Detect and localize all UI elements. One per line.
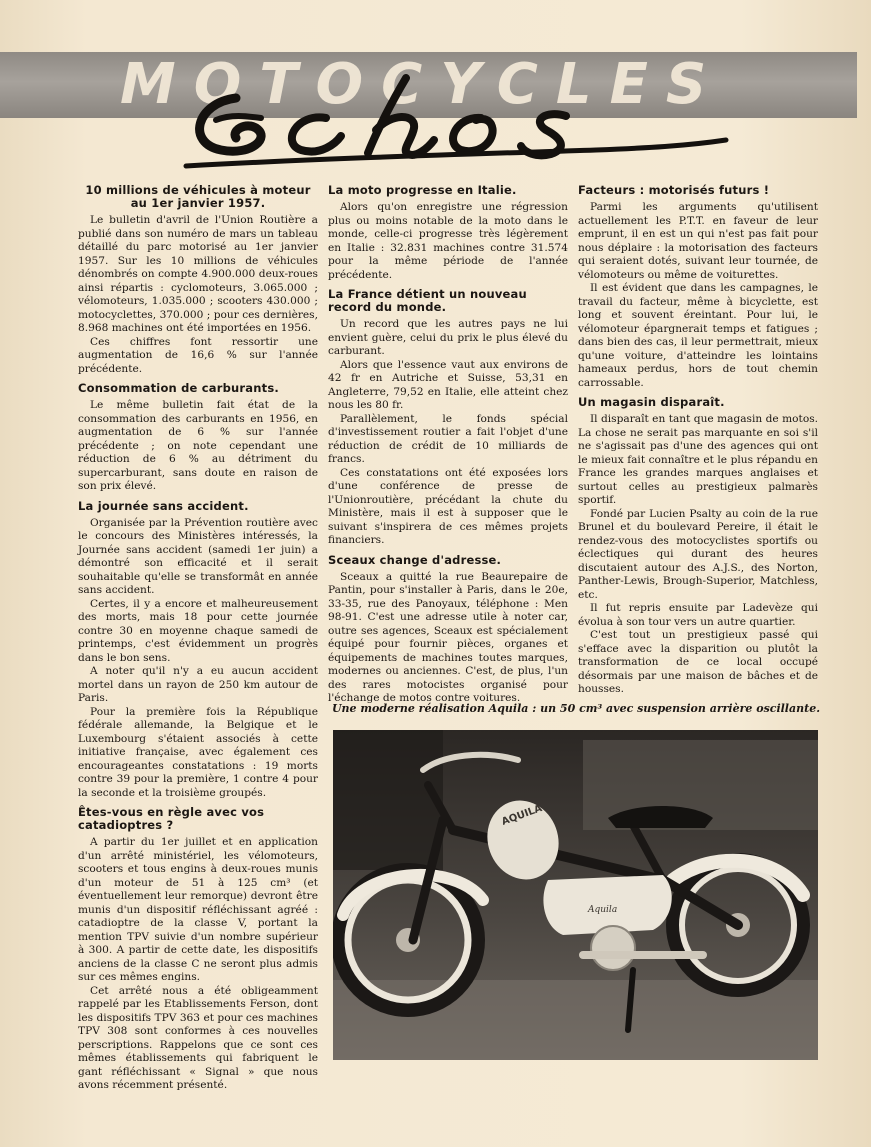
column-2 — [328, 178, 568, 706]
article-paragraph: Le bulletin d'avril de l'Union Routière a publié dans son numéro de mars un tableau détaillé du parc motorisé au 1er janvier 1957. Sur les 10 millions de véhicules dénombrés on compte 4.900.000 deux-roues ainsi répartis : cyclomoteurs, 3.065.000 ; vélomoteurs, 1.035.000 ; scooters 430.000 ; motocyclettes, 370.000 ; pour ces dernières, 8.968 machines ont été importées en 1956. — [78, 214, 318, 334]
article-paragraph: Un record que les autres pays ne lui envient guère, celui du prix le plus élevé du carburant. — [328, 318, 568, 357]
article-paragraph: Parallèlement, le fonds spécial d'investissement routier a fait l'objet d'une réduction de crédit de 10 milliards de francs. — [328, 412, 568, 465]
column-3 — [578, 178, 818, 697]
article-title: Sceaux change d'adresse. — [328, 552, 502, 567]
masthead-script-title — [176, 58, 736, 178]
article-paragraph: Sceaux a quitté la rue Beaurepaire de Pantin, pour s'installer à Paris, dans le 20e, 33-35, rue des Panoyaux, téléphone : Men 98-91. C'est une adresse utile à noter car, outre ses agences, Sceaux est spécialement équipé pour fournir pièces, organes et équipements de machines toutes marques, modernes ou anciennes. C'est, de plus, l'un des rares motocistes organisé pour l'échange de motos contre voitures. — [328, 570, 568, 704]
tank-brand-text: AQUILA — [500, 803, 544, 828]
article-paragraph: Il est évident que dans les campagnes, le travail du facteur, même à bicyclette, est long et souvent éreintant. Pour lui, le vélomoteur épargnerait temps et fatigues ; dans bien des cas, il leur permettrait, mieux qu'une voiture, d'atteindre les lointains hameaux perdus, hors de tout chemin carrossable. — [578, 282, 818, 389]
article-paragraph: C'est tout un prestigieux passé qui s'efface avec la disparition ou plutôt la transformation de ce local occupé désormais par une maison de bâches et de housses. — [578, 629, 818, 695]
article-title: 10 millions de véhicules à moteur au 1er janvier 1957. — [85, 183, 311, 210]
article-title: Un magasin disparaît. — [578, 395, 725, 409]
article-paragraph: Pour la première fois la République fédérale allemande, la Belgique et le Luxembourg s'étaient associés à cette initiative française, avec également ces encourageantes constatations : 19 morts contre 39 pour la première, 1 contre 4 pour la seconde et la troisième groupés. — [78, 705, 318, 799]
article-paragraph: A noter qu'il n'y a eu aucun accident mortel dans un rayon de 250 km autour de Paris. — [78, 665, 318, 704]
article-title: Consommation de carburants. — [78, 381, 279, 395]
motorcycle-illustration — [333, 730, 818, 1060]
body-brand-text: Aquila — [588, 905, 618, 915]
article-paragraph: A partir du 1er juillet et en application d'un arrêté ministériel, les vélomoteurs, scooters et tous engins à deux-roues munis d'un moteur de 51 à 125 cm³ (et éventuellement leur remorque) devront être munis d'un dispositif réfléchissant agréé : catadioptre de la classe V, portant la mention TPV suivie d'un nombre supérieur à 300. A partir de cette date, les dispositifs anciens de la classe C ne seront plus admis sur ces mêmes engins. — [78, 836, 318, 983]
article-paragraph: Ces chiffres font ressortir une augmentation de 16,6 % sur l'année précédente. — [78, 335, 318, 375]
article-title: La France détient un nouveau record du monde. — [328, 287, 527, 314]
column-1 — [78, 178, 318, 1093]
article-paragraph: Il disparaît en tant que magasin de motos. La chose ne serait pas marquante en soi s'il ne s'agissait pas d'une des agences qui ont le mieux fait connaître et le plus répandu en France les grandes marques anglaises et surtout celles au prestigieux palmarès sportif. — [578, 413, 818, 506]
article-title: La journée sans accident. — [78, 498, 249, 513]
photo-caption: Une moderne réalisation Aquila : un 50 cm³ avec suspension arrière oscillante. — [331, 702, 821, 715]
article-paragraph: Alors que l'essence vaut aux environs de 42 fr en Autriche et Suisse, 53,31 en Angleterre, 79,52 en Italie, elle atteint chez nous les 80 fr. — [328, 358, 568, 411]
article-paragraph: Certes, il y a encore et malheureusement des morts, mais 18 pour cette journée contre 30 en moyenne chaque samedi de printemps, c'est évidemment un progrès dans le bon sens. — [78, 597, 318, 664]
article-paragraph: Ces constatations ont été exposées lors d'une conférence de presse de l'Unionroutière, précédant la chute du Ministère, mais il est à supposer que le suivant s'inspirera de ces mêmes projets financiers. — [328, 466, 568, 546]
article-title: Êtes-vous en règle avec vos catadioptres ? — [78, 805, 265, 832]
article-paragraph: Organisée par la Prévention routière avec le concours des Ministères intéressés, la Journée sans accident (samedi 1er juin) a démontré son efficacité et il serait souhaitable qu'elle se transformât en année sans accident. — [78, 516, 318, 596]
article-paragraph: Parmi les arguments qu'utilisent actuellement les P.T.T. en faveur de leur emprunt, il en est un qui n'est pas fait pour nous déplaire : la motorisation des facteurs qui seraient dotés, suivant leur tournée, de vélomoteurs ou même de voiturettes. — [578, 201, 818, 281]
article-title: La moto progresse en Italie. — [328, 183, 517, 197]
motorcycle-photo — [333, 730, 818, 1060]
masthead-background-word: MOTOCYCLES — [120, 52, 725, 117]
article-paragraph: Le même bulletin fait état de la consommation des carburants en 1956, en augmentation de 6 % sur l'année précédente ; on note cependant une réduction de 6 % au détriment du supercarburant, sans doute en raison de son prix élevé. — [78, 399, 318, 492]
article-paragraph: Alors qu'on enregistre une régression plus ou moins notable de la moto dans le monde, celle-ci progresse très légèrement en Italie : 32.831 machines contre 31.574 pour la même période de l'année précédente. — [328, 201, 568, 281]
article-title: Facteurs : motorisés futurs ! — [578, 183, 770, 197]
article-paragraph: Cet arrêté nous a été obligeamment rappelé par les Etablissements Ferson, dont les dispositifs TPV 363 et pour ces machines TPV 308 sont conformes à ces nouvelles perscriptions. Rappelons que ce sont ces mêmes établissements qui fabriquent le gant réfléchissant « Signal » que nous avons récemment présenté. — [78, 984, 318, 1091]
article-paragraph: Il fut repris ensuite par Ladevèze qui évolua à son tour vers un autre quartier. — [578, 602, 818, 628]
article-paragraph: Fondé par Lucien Psalty au coin de la rue Brunel et du boulevard Pereire, il était le rendez-vous des motocyclistes sportifs ou éclectiques qui durant des heures discutaient autour des A.J.S., des Norton, Panther-Lewis, Brough-Superior, Matchless, etc. — [578, 507, 818, 601]
